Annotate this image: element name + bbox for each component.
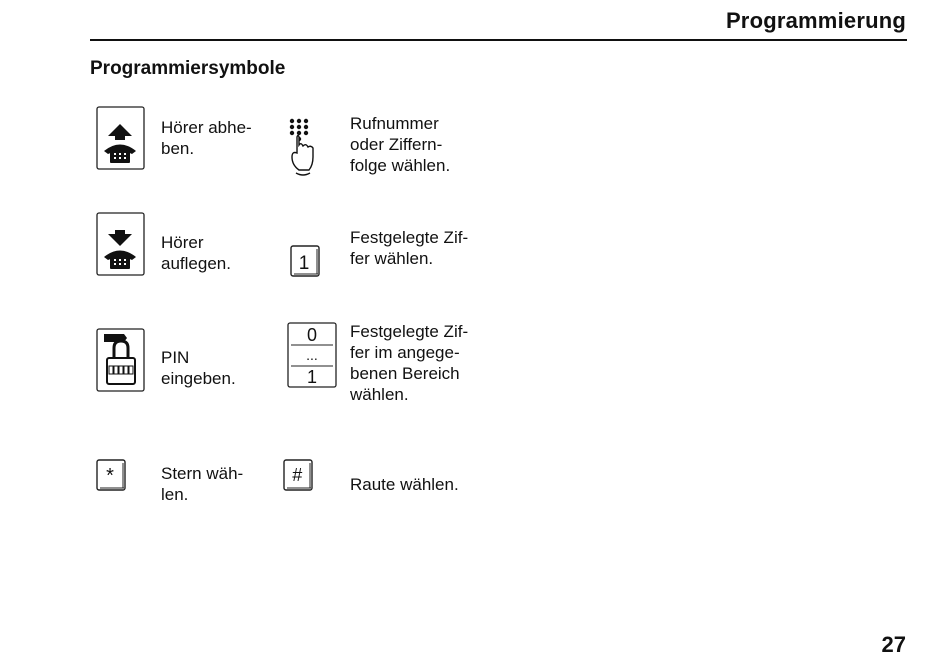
range-middle-label: ... [306, 347, 318, 363]
keypad-dial-icon [287, 115, 317, 177]
digit-range-icon [287, 322, 339, 390]
digit-key-label: 1 [298, 253, 310, 274]
fixed-digit-text: Festgelegte Zif- fer wählen. [350, 228, 469, 268]
hash-key-label: # [291, 465, 303, 485]
pin-lock-icon [96, 328, 146, 393]
digit-range-text: Festgelegte Zif- fer im angege- benen Bereich wählen. [350, 322, 469, 404]
star-key-label: * [106, 465, 114, 487]
dial-number-text: Rufnummer oder Ziffern- folge wählen. [350, 114, 451, 175]
hash-text: Raute wählen. [350, 475, 459, 494]
page-number: 27 [881, 632, 906, 657]
star-key-icon [96, 459, 128, 493]
handset-lift-icon [96, 106, 146, 171]
handset-hangup-icon [96, 212, 146, 277]
range-top-label: 0 [306, 325, 318, 345]
header-rule [90, 39, 907, 41]
hang-up-text: Hörer auflegen. [161, 233, 231, 273]
digit-key-icon [290, 245, 322, 279]
range-bottom-label: 1 [306, 367, 318, 387]
star-text: Stern wäh- len. [161, 464, 244, 504]
pin-text: PIN eingeben. [161, 348, 236, 388]
hash-key-icon [283, 459, 315, 493]
subheading: Programmiersymbole [90, 58, 286, 79]
section-title: Programmierung [725, 8, 906, 33]
lift-handset-text: Hörer abhe- ben. [161, 118, 252, 158]
